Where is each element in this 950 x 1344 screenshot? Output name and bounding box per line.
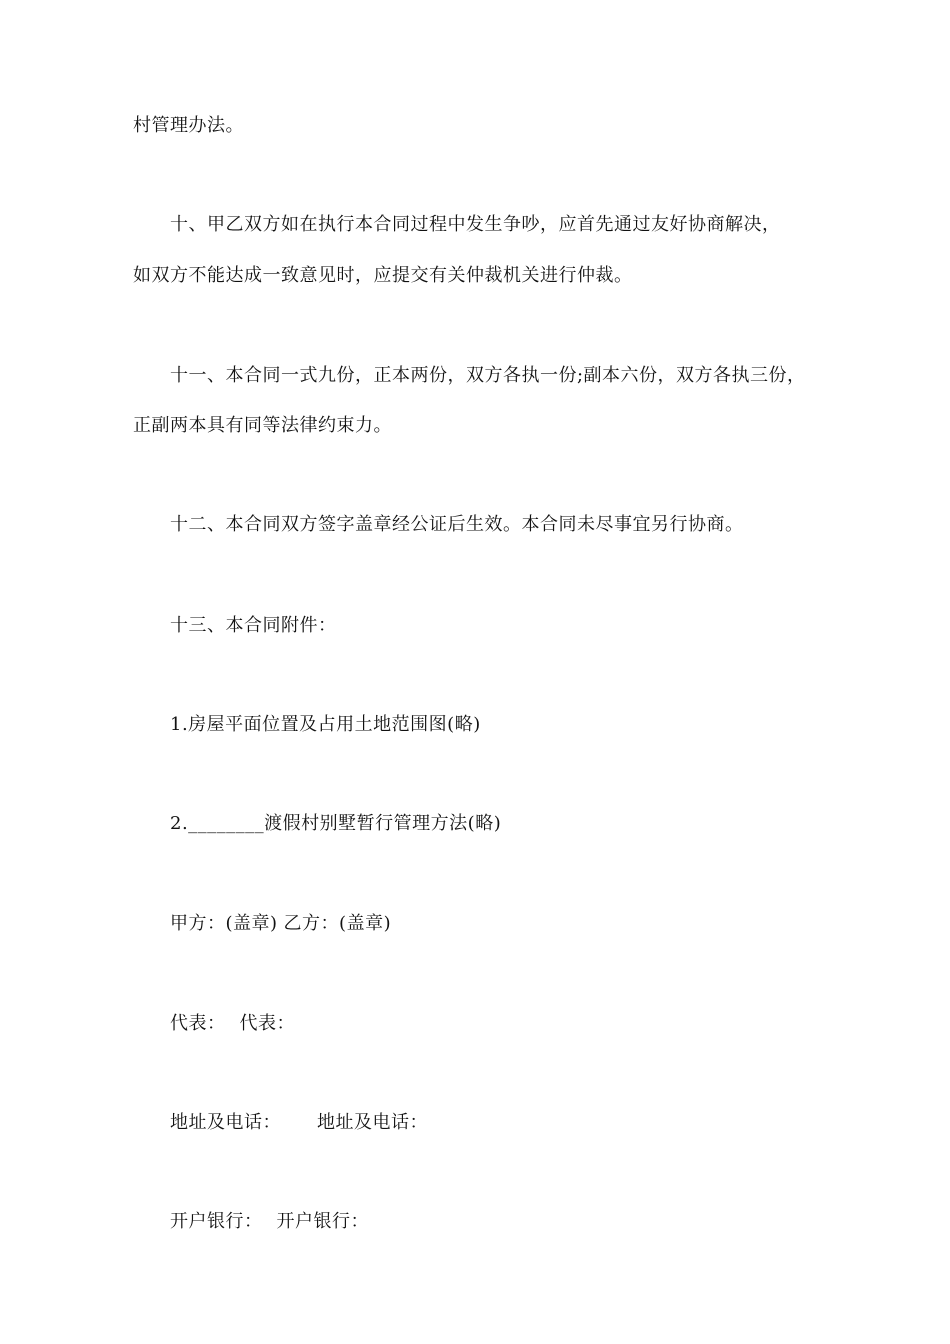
party-b-address-phone-label: 地址及电话： xyxy=(317,1112,428,1133)
attachment-1: 1.房屋平面位置及占用土地范围图(略) xyxy=(170,714,481,735)
paragraph-continuation: 村管理办法。 xyxy=(133,115,244,136)
attachment-2: 2.________渡假村别墅暂行管理方法(略) xyxy=(170,813,502,834)
party-b-bank-label: 开户银行： xyxy=(276,1211,369,1232)
bank-row xyxy=(170,1210,369,1234)
clause-12: 十二、本合同双方签字盖章经公证后生效。本合同未尽事宜另行协商。 xyxy=(170,514,744,535)
clause-10-line-1: 十、甲乙双方如在执行本合同过程中发生争吵，应首先通过友好协商解决， xyxy=(170,214,781,235)
party-a-address-phone-label: 地址及电话： xyxy=(170,1112,281,1133)
clause-11-line-1: 十一、本合同一式九份，正本两份，双方各执一份;副本六份，双方各执三份， xyxy=(170,365,806,386)
party-a-bank-label: 开户银行： xyxy=(170,1211,263,1232)
address-phone-row xyxy=(170,1111,428,1135)
clause-10-line-2: 如双方不能达成一致意见时，应提交有关仲裁机关进行仲裁。 xyxy=(133,265,633,286)
representative-row xyxy=(170,1012,295,1036)
party-b-representative-label: 代表： xyxy=(239,1013,295,1034)
party-a-representative-label: 代表： xyxy=(170,1013,226,1034)
clause-11-line-2: 正副两本具有同等法律约束力。 xyxy=(133,415,392,436)
party-a-seal-label: 甲方：(盖章) xyxy=(170,913,278,934)
party-b-seal-label: 乙方：(盖章) xyxy=(283,913,392,934)
signature-seal-row xyxy=(170,912,391,936)
clause-13: 十三、本合同附件： xyxy=(170,615,337,636)
